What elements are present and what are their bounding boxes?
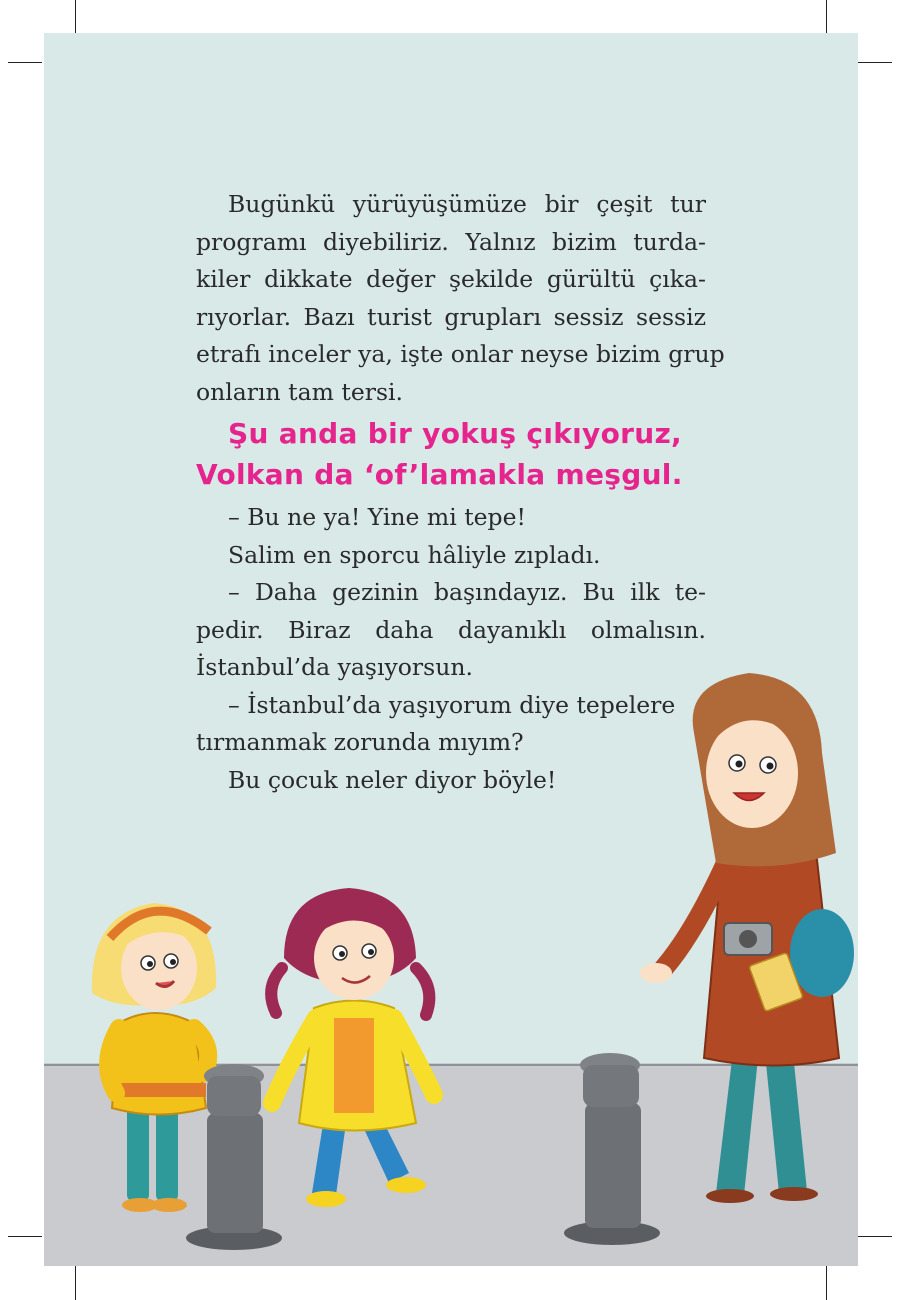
bollard-right-head [583,1065,639,1107]
brunette-girl-face [314,916,394,1000]
paragraph1-line5: etrafı inceler ya, işte onlar neyse bizim grup [196,340,725,368]
blonde-girl-leg-right [156,1103,178,1201]
dialogue-line3: – Daha gezinin başındayız. Bu ilk te- [228,578,706,606]
crop-mark-left-top [8,62,42,63]
dialogue-line1: – Bu ne ya! Yine mi tepe! [228,503,526,531]
guide-woman-hand [640,963,672,983]
bollard-left-post [207,1113,263,1233]
highlight-line2: Volkan da ‘of’lamakla meşgul. [196,458,683,491]
guide-woman-bag [790,909,854,997]
crop-mark-right-top [858,62,892,63]
bollard-left-head [207,1076,261,1116]
guide-woman-pupil-left [736,761,743,768]
brunette-girl-shoe-right [386,1177,426,1193]
guide-woman-shoe-right [770,1187,818,1201]
blonde-girl-leg-left [127,1103,149,1201]
crop-mark-bottom-right [826,1266,827,1300]
dialogue-line2: Salim en sporcu hâliyle zıpladı. [228,540,601,569]
crop-mark-top-right [826,0,827,34]
crop-mark-bottom-left [75,1266,76,1300]
crop-mark-left-bottom [8,1236,42,1237]
dialogue-line6: – İstanbul’da yaşıyorum diye tepelere [228,690,676,719]
story-text [196,186,725,799]
blonde-girl-stripe [114,1083,206,1097]
bollard-right [564,1053,660,1245]
guide-woman-face [706,718,798,828]
brunette-girl-shoe-left [306,1191,346,1207]
dialogue-line5: İstanbul’da yaşıyorsun. [196,653,473,681]
paragraph1-line3: kiler dikkate değer şekilde gürültü çıka- [196,265,706,293]
blonde-girl-arm-left [108,1028,119,1093]
brunette-girl-pigtail-right [416,968,429,1015]
dialogue-line8: Bu çocuk neler diyor böyle! [228,765,557,794]
page-panel [44,33,858,1266]
brunette-girl-pupil-left [339,951,345,957]
camera-lens [739,930,757,948]
highlight-line1: Şu anda bir yokuş çıkıyoruz, [228,417,682,450]
bollard-right-post [585,1103,641,1228]
brunette-girl-figure [271,888,434,1207]
highlight-block [196,413,706,495]
blonde-girl-pupil-left [147,961,153,967]
blonde-girl-pupil-right [170,959,176,965]
paragraph1-line4: rıyorlar. Bazı turist grupları sessiz sessiz [196,302,706,331]
paragraph1-line2: programı diyebiliriz. Yalnız bizim turda- [196,227,706,256]
crop-mark-top-left [75,0,76,34]
dialogue-line7: tırmanmak zorunda mıyım? [196,728,524,756]
guide-woman-shoe-left [706,1189,754,1203]
blonde-girl-shoe-right [151,1198,187,1212]
guide-woman-pupil-right [767,763,774,770]
brunette-girl-pupil-right [368,949,374,955]
brunette-girl-shirt [334,1018,374,1113]
dialogue-line4: pedir. Biraz daha dayanıklı olmalısın. [196,615,706,644]
brunette-girl-pigtail-left [271,968,282,1013]
blonde-girl-figure [92,903,216,1212]
paragraph1-line6: onların tam tersi. [196,377,404,406]
paragraph1-line1: Bugünkü yürüyüşümüze bir çeşit tur [228,190,706,218]
crop-mark-right-bottom [858,1236,892,1237]
